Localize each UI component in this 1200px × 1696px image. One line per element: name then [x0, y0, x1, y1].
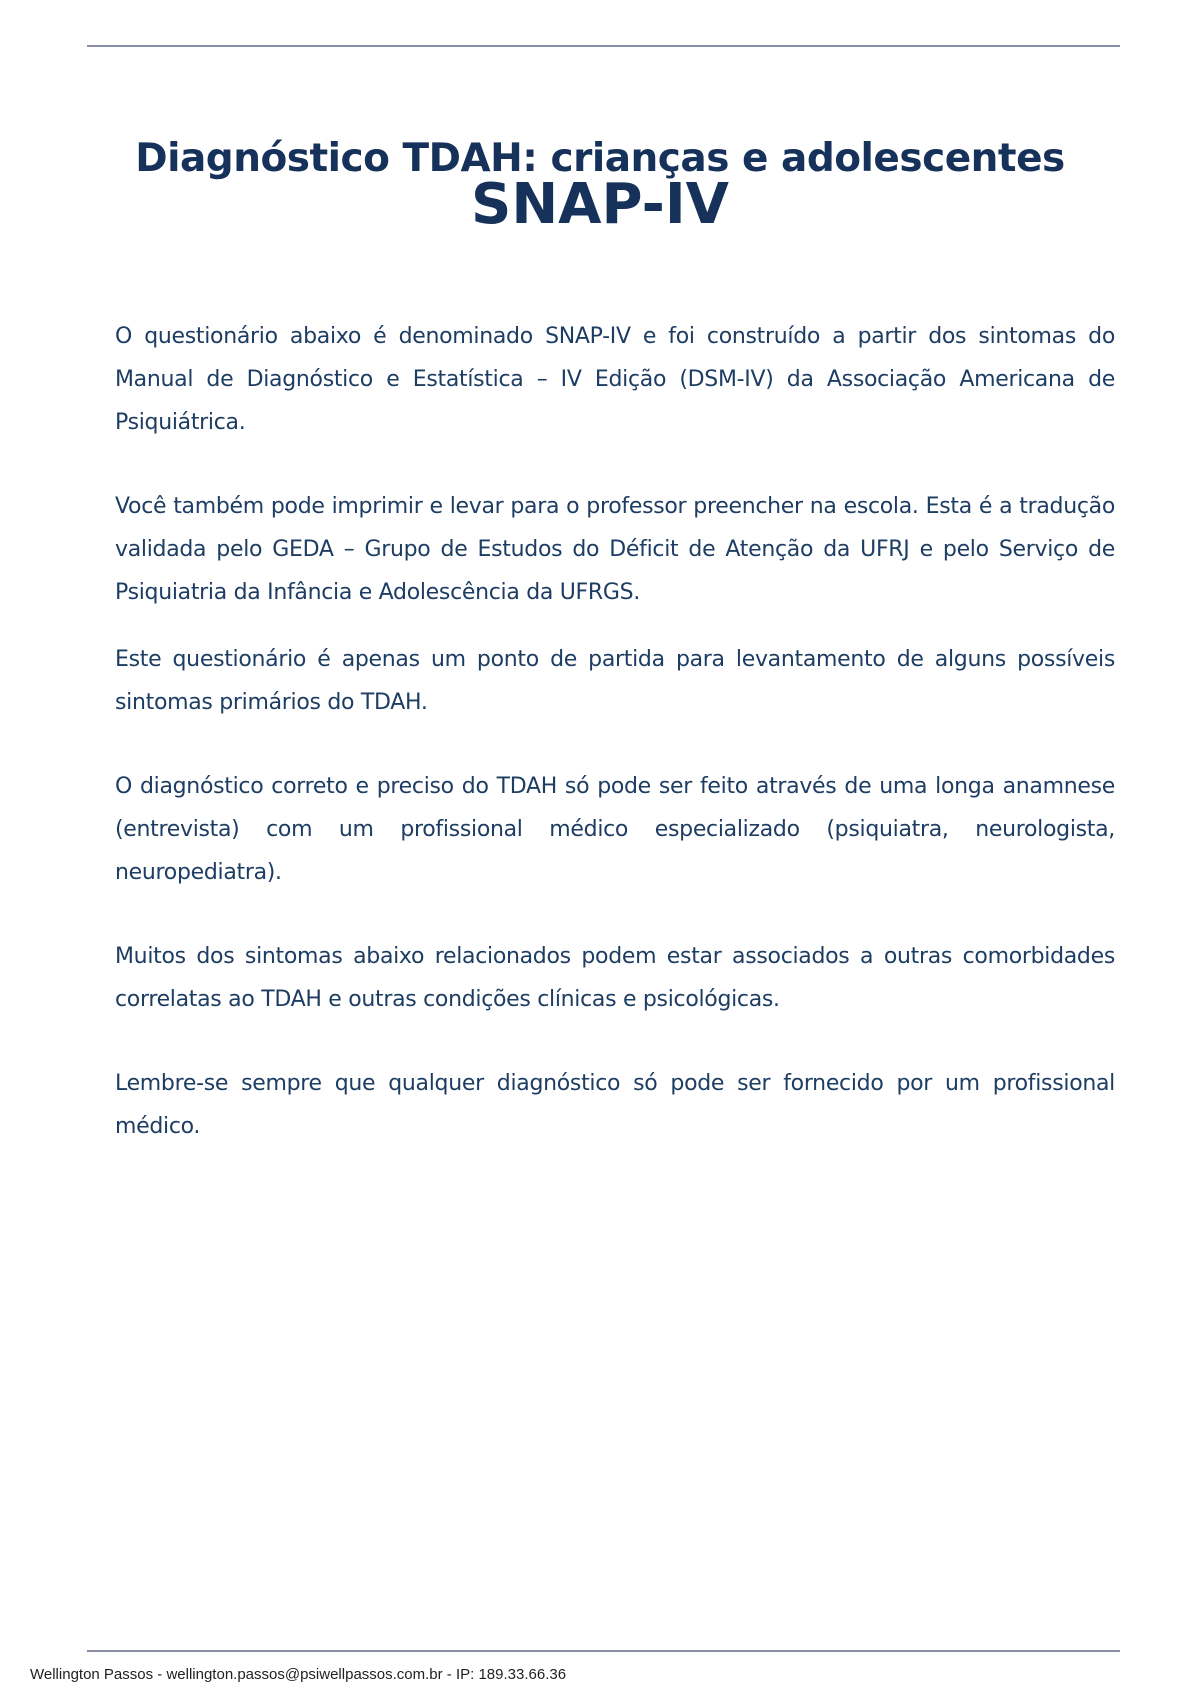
top-divider: [87, 45, 1120, 47]
paragraph-comorbidities: Muitos dos sintomas abaixo relacionados podem estar associados a outras comorbidades correlatas ao TDAH e outras condições clínicas e psicológicas.: [115, 944, 1115, 1012]
paragraph-print-instructions: Você também pode imprimir e levar para o professor preencher na escola. Esta é a tradução validada pelo GEDA – Grupo de Estudos do Déficit de Atenção da UFRJ e pelo Serviço de Psiquiatria da Infância e Adolescência da UFRGS.: [115, 494, 1115, 605]
paragraph-starting-point: Este questionário é apenas um ponto de partida para levantamento de alguns possíveis sintomas primários do TDAH.: [115, 647, 1115, 715]
page-subtitle: SNAP-IV: [470, 172, 729, 237]
paragraph-intro: O questionário abaixo é denominado SNAP-IV e foi construído a partir dos sintomas do Manual de Diagnóstico e Estatística – IV Edição (DSM-IV) da Associação Americana de Psiquiátrica.: [115, 324, 1115, 435]
paragraph-diagnosis: O diagnóstico correto e preciso do TDAH só pode ser feito através de uma longa anamnese (entrevista) com um profissional médico especializado (psiquiatra, neurologista, neuropediatra).: [115, 774, 1115, 885]
footer-watermark: Wellington Passos - wellington.passos@psiwellpassos.com.br - IP: 189.33.66.36: [30, 1666, 567, 1683]
paragraph-disclaimer: Lembre-se sempre que qualquer diagnóstico só pode ser fornecido por um profissional médico.: [115, 1071, 1115, 1139]
page-title: Diagnóstico TDAH: crianças e adolescentes: [135, 136, 1065, 182]
document-body: [115, 315, 1115, 1148]
bottom-divider: [87, 1650, 1120, 1652]
